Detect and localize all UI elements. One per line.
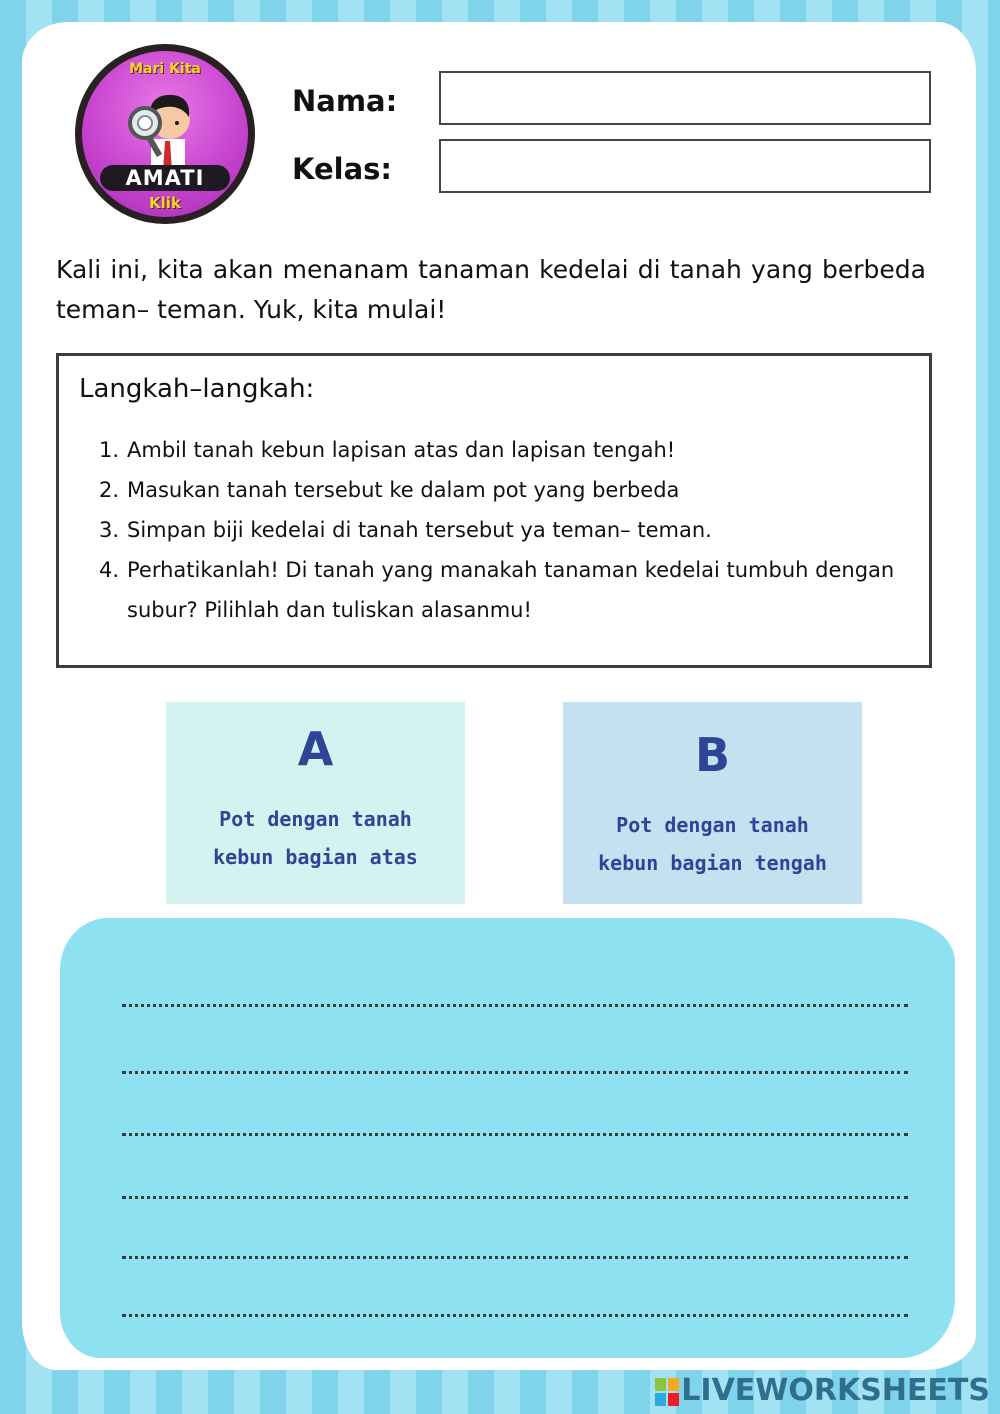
intro-paragraph: Kali ini, kita akan menanam tanaman kedelai di tanah yang berbeda teman– teman. Yuk, kita mulai!	[56, 255, 926, 324]
logo-ribbon-text: AMATI	[100, 165, 230, 191]
step-item	[99, 430, 899, 470]
logo-top-text: Mari Kita	[129, 61, 201, 77]
choice-b-description	[573, 806, 852, 882]
answer-line	[122, 1133, 908, 1136]
steps-box	[56, 353, 932, 668]
liveworksheets-logo-icon	[655, 1378, 679, 1406]
step-number: 2.	[99, 478, 120, 502]
choice-a-card[interactable]	[166, 702, 465, 904]
mari-kita-amati-logo	[75, 44, 255, 224]
answer-line	[122, 1314, 908, 1317]
choice-b-line1: Pot dengan tanah	[616, 813, 809, 837]
step-number: 4.	[99, 558, 120, 582]
answer-line	[122, 1196, 908, 1199]
logo-bottom-text: Klik	[149, 194, 181, 212]
step-item	[99, 510, 899, 550]
answer-area[interactable]	[60, 918, 955, 1358]
choice-a-description	[176, 800, 455, 876]
choice-b-line2: kebun bagian tengah	[598, 851, 827, 875]
name-label: Nama:	[292, 84, 398, 118]
step-text: Masukan tanah tersebut ke dalam pot yang berbeda	[127, 478, 680, 502]
choice-b-letter: B	[694, 728, 731, 782]
answer-line	[122, 1256, 908, 1259]
choice-a-letter: A	[297, 722, 334, 776]
logo-badge	[82, 51, 248, 217]
step-text: Ambil tanah kebun lapisan atas dan lapisan tengah!	[127, 438, 676, 462]
watermark-text: LIVEWORKSHEETS	[681, 1373, 990, 1408]
answer-line	[122, 1004, 908, 1007]
class-label: Kelas:	[292, 152, 392, 186]
choice-a-line1: Pot dengan tanah	[219, 807, 412, 831]
step-text: Simpan biji kedelai di tanah tersebut ya teman– teman.	[127, 518, 712, 542]
step-number: 1.	[99, 438, 120, 462]
liveworksheets-watermark	[655, 1373, 990, 1408]
choice-a-line2: kebun bagian atas	[213, 845, 418, 869]
step-text: Perhatikanlah! Di tanah yang manakah tanaman kedelai tumbuh dengan subur? Pilihlah dan tuliskan alasanmu!	[127, 558, 895, 622]
step-number: 3.	[99, 518, 120, 542]
answer-line	[122, 1071, 908, 1074]
name-field[interactable]	[439, 71, 931, 125]
kid-with-magnifier-icon	[115, 79, 215, 179]
step-item	[99, 550, 899, 630]
steps-title: Langkah–langkah:	[79, 374, 315, 404]
choice-b-card[interactable]	[563, 702, 862, 904]
step-item	[99, 470, 899, 510]
steps-list	[99, 430, 899, 630]
class-field[interactable]	[439, 139, 931, 193]
